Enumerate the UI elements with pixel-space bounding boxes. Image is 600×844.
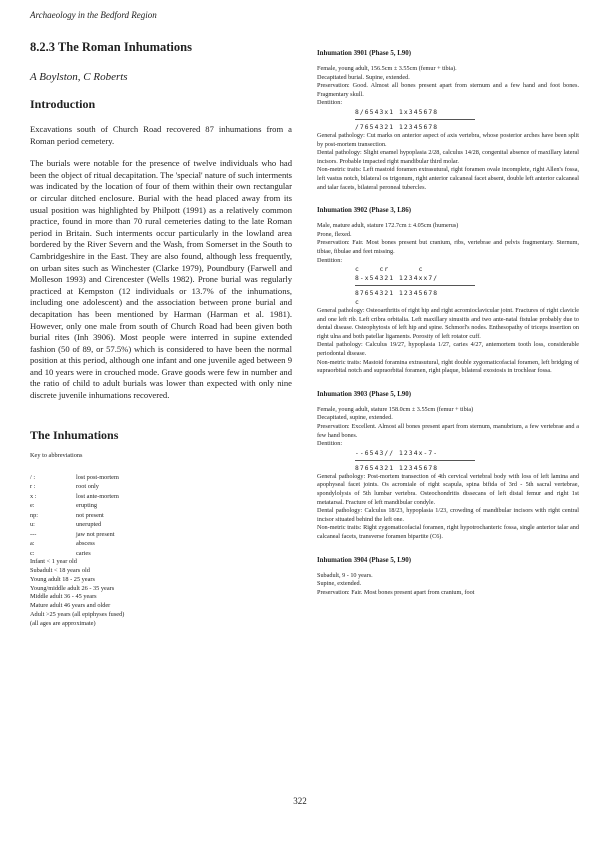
abbreviation-row	[30, 473, 292, 483]
inhumation-text: Male, mature adult, stature 172.7cm ± 4.05cm (humerus)	[317, 222, 459, 230]
abbreviation-meaning: not present	[76, 511, 104, 519]
abbreviation-row	[30, 539, 292, 549]
dentition-divider	[355, 460, 475, 461]
dentition-lower: 87654321 12345678	[355, 464, 439, 472]
dentition-divider	[355, 285, 475, 286]
age-category: Adult >25 years (all epiphyses fused)	[30, 610, 125, 618]
inhumation-title: Inhumation 3903 (Phase 5, L90)	[317, 390, 411, 398]
inhumation-text: Preservation: Fair. Most bones present but cranium, ribs, vertebrae and pelvis fragmentary. Sternum, tibiae, fibulae and feet missing.	[317, 239, 579, 255]
inhumation-text: Non-metric traits: Right zygomaticofacial foramen, right hypotrochanteric fossa, single anterior talar and calcaneal facets, transverse foramen bipartite (C6).	[317, 524, 579, 540]
inhumation-entry	[317, 50, 579, 192]
intro-paragraph: Excavations south of Church Road recovered 87 inhumations from a Roman period cemetery.	[30, 124, 292, 146]
abbreviation-symbol: e:	[30, 502, 35, 510]
page-number: 322	[293, 796, 307, 806]
inhumation-text: Supine, extended.	[317, 580, 362, 588]
inhumation-text: Female, young adult, stature 158.0cm ± 3.55cm (femur + tibia)	[317, 405, 474, 413]
dentition-lower: /7654321 12345678	[355, 123, 439, 131]
inhumation-text: Female, young adult, 156.5cm ± 3.55cm (femur + tibia).	[317, 65, 457, 72]
inhumation-text: Dental pathology: Calculus 19/27, hypoplasia 1/27, caries 4/27, antemortem tooth loss, considerable periodontal disease.	[317, 341, 579, 358]
inhumation-text: Preservation: Excellent. Almost all bones present apart from sternum, manubrium, a few vertebrae and a few hand bones.	[317, 423, 579, 439]
inhumation-text: Dentition:	[317, 99, 343, 107]
age-category-list	[30, 558, 292, 628]
dentition-lower: 87654321 12345678	[355, 290, 439, 298]
inhumation-entry	[317, 557, 579, 598]
inhumation-title: Inhumation 3904 (Phase 5, L90)	[317, 556, 411, 564]
authors: A Boylston, C Roberts	[30, 71, 128, 83]
inhumation-text: Decapitated burial. Supine, extended.	[317, 73, 410, 81]
running-head: Archaeology in the Bedford Region	[30, 10, 157, 20]
abbreviation-symbol: r :	[30, 483, 36, 491]
age-category: Infant < 1 year old	[30, 558, 77, 566]
age-category: Young/middle adult 26 - 35 years	[30, 584, 115, 592]
abbreviation-symbol: / :	[30, 473, 36, 481]
inhumation-text: Non-metric traits: Mastoid foramina extrasutural, right double zygomaticofacial foramen, left bridging of supraorbital notch and supraorbital foramen, right plaque, bilateral exostosis in trochlear fossa.	[317, 358, 579, 375]
abbreviation-symbol: c:	[30, 549, 35, 557]
abbreviation-meaning: lost ante-mortem	[76, 492, 119, 500]
abbreviation-row	[30, 520, 292, 530]
inhumation-text: Non-metric traits: Left mastoid foramen extrasutural, right foramen ovale incomplete, right Allen's fossa, left vastus notch, bilateral os trigonum, right anterior calcaneal facet absent, double left anterior calcaneal and talar facets, bilateral peroneal tubercles.	[317, 166, 579, 191]
age-category: Young adult 18 - 25 years	[30, 575, 95, 583]
age-category: Middle adult 36 - 45 years	[30, 593, 97, 601]
right-column	[317, 50, 579, 612]
dentition-upper: 8/6543x1 1x345678	[355, 108, 439, 116]
abbreviation-row	[30, 482, 292, 492]
abbreviation-meaning: abscess	[76, 540, 95, 548]
abbreviation-symbol: a:	[30, 540, 35, 548]
inhumation-text: Dental pathology: Slight enamel hypoplasia 2/28, calculus 14/28, congenital absence of maxillary lateral incisors. Probable impacted right mandibular third molar.	[317, 149, 579, 165]
inhumation-text: Preservation: Good. Almost all bones present apart from sternum and a few hand and foot bones. Fragmentary skull.	[317, 82, 579, 98]
age-category: (all ages are approximate)	[30, 619, 96, 627]
abbreviation-row	[30, 530, 292, 540]
abbreviation-symbol: u:	[30, 521, 35, 529]
abbreviation-symbol: x :	[30, 492, 37, 500]
abbreviation-symbol: np:	[30, 511, 39, 519]
inhumation-text: Prone, flexed.	[317, 230, 352, 238]
inhumations-heading: The Inhumations	[30, 427, 119, 442]
dentition-divider	[355, 119, 475, 120]
inhumation-title: Inhumation 3902 (Phase 3, L86)	[317, 207, 411, 215]
inhumation-text: Preservation: Fair. Most bones present apart from cranium, foot	[317, 588, 475, 596]
inhumation-text: General pathology: Osteoarthritis of right hip and right acromioclavicular joint. Fractures of right clavicle and one left rib. Left cribra orbitalia. Left maxillary sinusitis and two ante-natal fistulae probably due to dental disease. Osteophytosis of left hip and spine. Schmorl's nodes. Enthesopathy of triceps insertion on right ulna and both patellar ligaments. Porosity of left rotator cuff.	[317, 307, 579, 340]
dentition-upper: --6543// 1234x-7-	[355, 449, 439, 457]
inhumation-text: Dentition:	[317, 256, 343, 264]
left-column	[30, 40, 292, 629]
inhumation-entry	[317, 391, 579, 542]
abbreviation-row	[30, 549, 292, 559]
inhumation-text: General pathology: Cut marks on anterior aspect of axis vertebra, whose posterior arches have been split by post-mortem transection.	[317, 131, 579, 148]
introduction-heading: Introduction	[30, 97, 96, 111]
inhumation-text: Dentition:	[317, 440, 343, 448]
abbreviation-list	[30, 473, 292, 559]
abbreviation-row	[30, 511, 292, 521]
burials-paragraph: The burials were notable for the presence of twelve individuals who had been the object of ritual decapitation. The 'special' nature of such interments was indicated by the location of four of them within their own rectangular or circular ditched enclosure. Burial with the head placed away from its usual position was highlighted by Philpott (1991) as a relatively common practice, found in more than 70 rural cemeteries dating to the late Roman period in Britain. Such interments occur particularly in the lowland area bordered by the River Severn and the Wash, from Somerset in the South to Cambridgeshire in the East. They are also found, although less frequently, on urban sites such as Winchester (Clarke 1979), Poundbury (Farwell and Molleson 1993) and Cirencester (Wells 1982). Prone burial was regularly practiced at Kempston (12 individuals or 13.7% of the inhumations, including one adolescent) and the association between prone burial and decapitation has been mentioned by Harman (Harman et al. 1981). However, only one male from south of Church Road had been given both burial rites (Inh 3906). Most people were interred in supine extended fashion (50 of 89, or 57.5%) which is considered to have been the normal position at this period, although one infant and one juvenile aged between 9 and 10 years were in crouched mode. Grave goods were few in number and the ratio of child to adult burials was lower than expected with only nine discrete juvenile inhumations recovered.	[30, 158, 292, 401]
age-category: Subadult < 18 years old	[30, 566, 90, 574]
abbreviation-row	[30, 501, 292, 511]
inhumation-title: Inhumation 3901 (Phase 5, L90)	[317, 50, 411, 57]
inhumation-text: Decapitated, supine, extended.	[317, 414, 393, 422]
abbreviation-row	[30, 492, 292, 502]
abbreviation-meaning: jaw not present	[76, 530, 115, 538]
abbreviation-meaning: unerupted	[76, 521, 102, 529]
abbreviation-meaning: caries	[76, 549, 91, 557]
section-title: 8.2.3 The Roman Inhumations	[30, 40, 192, 54]
inhumation-text: General pathology: Post-mortem transection of 4th cervical vertebral body with loss of left lamina and apophyseal facet joints. Os acromiale of right scapula, spina bifida of 3rd - 5th sacral vertebrae, spondylolysis of 5th lumbar vertebra. Osteochondritis dissecans of left distal femur and right 1st metatarsal. Fracture of left mandibular condyle.	[317, 472, 579, 506]
abbreviation-meaning: lost post-mortem	[76, 473, 119, 481]
dental-marks-lower: c	[355, 299, 360, 307]
key-title: Key to abbreviations	[30, 451, 83, 459]
abbreviation-meaning: erupting	[76, 502, 97, 510]
dentition-upper: 8-x54321 1234xx7/	[355, 275, 439, 283]
abbreviation-meaning: root only	[76, 483, 99, 491]
dental-marks-upper: c cr c	[355, 266, 424, 274]
inhumation-text: Dental pathology: Calculus 18/23, hypoplasia 1/23, crowding of mandibular incisors with right central incisor situated behind the left one.	[317, 507, 579, 523]
abbreviation-symbol: ---	[30, 530, 37, 538]
inhumation-entry	[317, 207, 579, 376]
age-category: Mature adult 46 years and older	[30, 602, 111, 610]
inhumation-text: Subadult, 9 - 10 years.	[317, 571, 373, 579]
